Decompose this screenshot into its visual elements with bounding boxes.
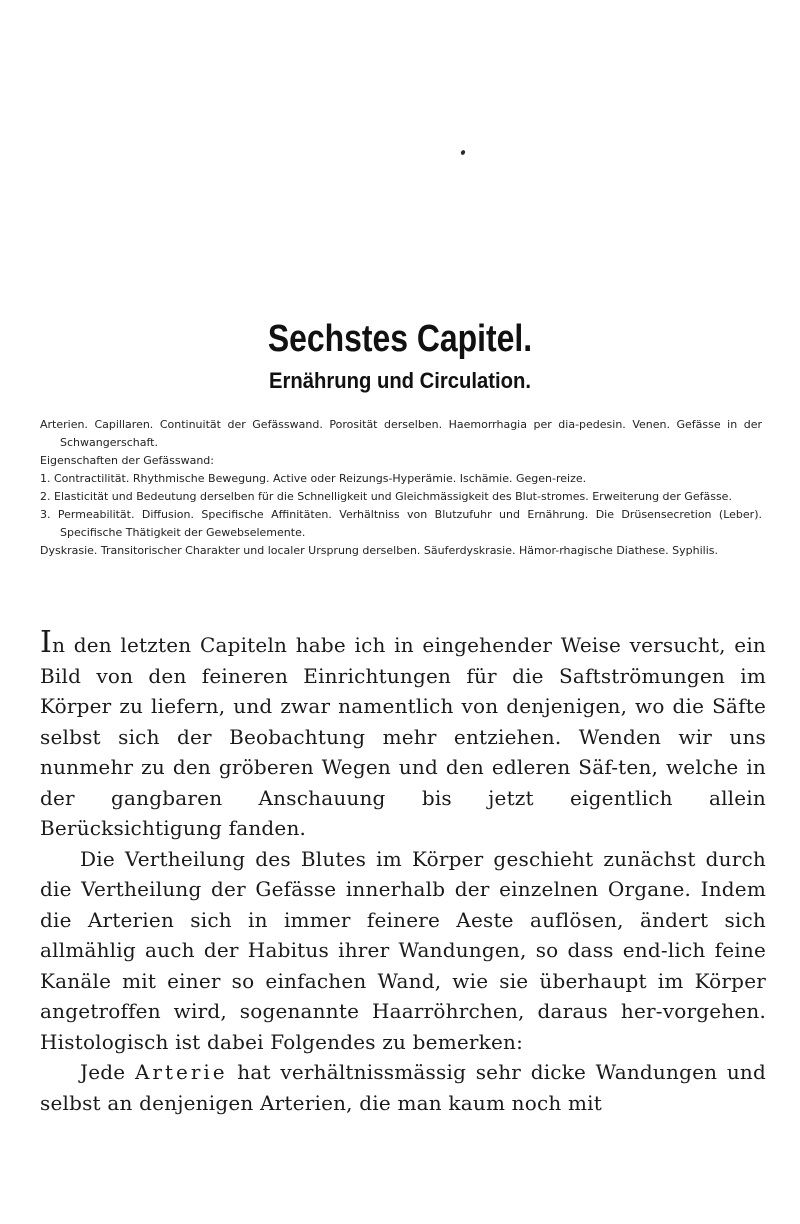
ink-speck bbox=[460, 149, 466, 155]
summary-line: Dyskrasie. Transitorischer Charakter und localer Ursprung derselben. Säuferdyskrasie. Hämor-rhagische Diathese. Syphilis. bbox=[40, 544, 718, 557]
paragraph-text: Jede bbox=[80, 1060, 135, 1084]
paragraph bbox=[40, 1057, 766, 1118]
chapter-subtitle: Ernährung und Circulation. bbox=[269, 368, 531, 393]
summary-line: 1. Contractilität. Rhythmische Bewegung. Active oder Reizungs-Hyperämie. Ischämie. Gegen-reize. bbox=[40, 472, 587, 485]
body-text bbox=[40, 625, 766, 1118]
drop-cap: I bbox=[40, 625, 53, 660]
paragraph-text: hat verhältnissmässig sehr dicke Wandungen und selbst an denjenigen Arterien, die man kaum noch mit bbox=[40, 1060, 766, 1115]
summary-line: 3. Permeabilität. Diffusion. Specifische Affinitäten. Verhältniss von Blutzufuhr und Ernährung. Die Drüsensecretion (Leber). Specifische Thätigkeit der Gewebselemente. bbox=[40, 508, 762, 539]
summary-line: 2. Elasticität und Bedeutung derselben für die Schnelligkeit und Gleichmässigkeit des Blut-stromes. Erweiterung der Gefässe. bbox=[40, 490, 732, 503]
paragraph bbox=[40, 625, 766, 844]
paragraph-text: n den letzten Capiteln habe ich in eingehender Weise versucht, ein Bild von den feineren Einrichtungen für die Saftströmungen im Körper zu liefern, und zwar namentlich von denjenigen, wo die Säfte selbst sich der Beobachtung mehr entziehen. Wenden wir uns nunmehr zu den gröberen Wegen und den edleren Säf-ten, welche in der gangbaren Anschauung bis jetzt eigentlich allein Berücksichtigung fanden. bbox=[40, 633, 766, 840]
chapter-title: Sechstes Capitel. bbox=[267, 318, 533, 360]
chapter-summary bbox=[40, 416, 762, 560]
spaced-term: Arterie bbox=[134, 1060, 228, 1084]
summary-line: Arterien. Capillaren. Continuität der Gefässwand. Porosität derselben. Haemorrhagia per dia-pedesin. Venen. Gefässe in der Schwangerschaft. bbox=[40, 418, 762, 449]
paragraph: Die Vertheilung des Blutes im Körper geschieht zunächst durch die Vertheilung der Gefässe innerhalb der einzelnen Organe. Indem die Arterien sich in immer feinere Aeste auflösen, ändert sich allmählig auch der Habitus ihrer Wandungen, so dass end-lich feine Kanäle mit einer so einfachen Wand, wie sie überhaupt im Körper angetroffen wird, sogenannte Haarröhrchen, daraus her-vorgehen. Histologisch ist dabei Folgendes zu bemerken: bbox=[40, 846, 766, 1054]
summary-line: Eigenschaften der Gefässwand: bbox=[40, 454, 214, 467]
